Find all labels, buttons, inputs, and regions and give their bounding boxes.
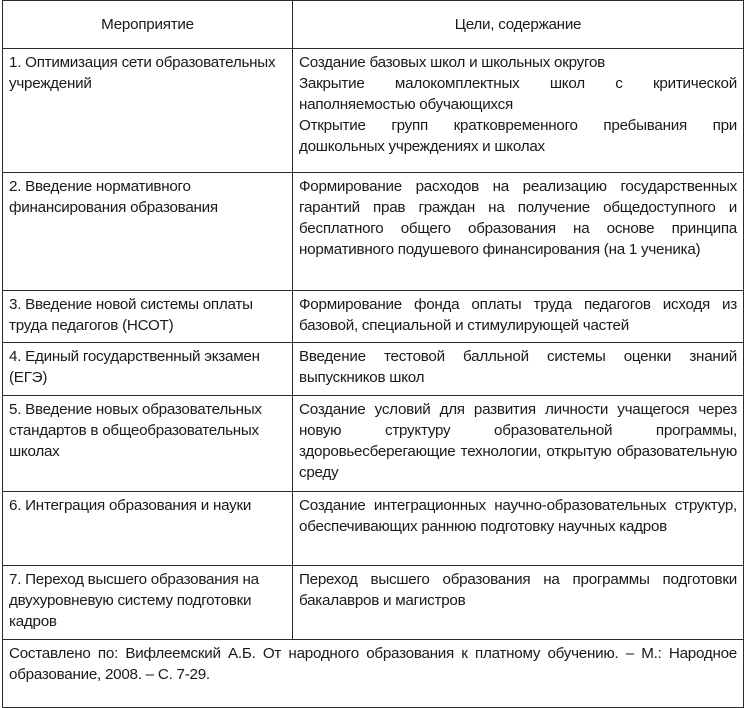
goals-cell bbox=[293, 396, 744, 492]
goals-cell bbox=[293, 291, 744, 343]
measure-cell: 6. Интеграция образования и науки bbox=[3, 492, 293, 566]
table-row bbox=[3, 49, 744, 173]
measures-table bbox=[2, 0, 744, 708]
goal-item: Открытие групп кратковременного пребывания при дошкольных учреждениях и школах bbox=[299, 117, 737, 155]
goal-item: Введение тестовой балльной системы оценки знаний выпускников школ bbox=[299, 348, 737, 386]
table-row bbox=[3, 396, 744, 492]
measure-cell: 3. Введение новой системы оплаты труда педагогов (НСОТ) bbox=[3, 291, 293, 343]
table-row bbox=[3, 492, 744, 566]
measure-cell: 7. Переход высшего образования на двухуровневую систему подготовки кадров bbox=[3, 566, 293, 640]
measure-cell: 5. Введение новых образовательных стандартов в общеобразовательных школах bbox=[3, 396, 293, 492]
table-row bbox=[3, 343, 744, 396]
goals-cell bbox=[293, 492, 744, 566]
table-row bbox=[3, 173, 744, 291]
source-row bbox=[3, 640, 744, 708]
goal-item: Создание условий для развития личности учащегося через новую структуру образовательной программы, здоровьесберегающие технологии, открытую образовательную среду bbox=[299, 401, 737, 481]
goal-item: Создание интеграционных научно-образовательных структур, обеспечивающих раннюю подготовку научных кадров bbox=[299, 497, 737, 535]
goals-cell bbox=[293, 343, 744, 396]
goal-item: Закрытие малокомплектных школ с критической наполняемостью обучающихся bbox=[299, 75, 737, 113]
measure-cell: 4. Единый государственный экзамен (ЕГЭ) bbox=[3, 343, 293, 396]
goal-item: Переход высшего образования на программы подготовки бакалавров и магистров bbox=[299, 571, 737, 609]
goal-item: Формирование расходов на реализацию государственных гарантий прав граждан на получение общедоступного и бесплатного общего образования на основе принципа нормативного подушевого финансирования (на 1 ученика) bbox=[299, 178, 737, 258]
table-row bbox=[3, 291, 744, 343]
table-row bbox=[3, 566, 744, 640]
measure-cell: 2. Введение нормативного финансирования образования bbox=[3, 173, 293, 291]
goal-item: Формирование фонда оплаты труда педагогов исходя из базовой, специальной и стимулирующей частей bbox=[299, 296, 737, 334]
source-note: Составлено по: Вифлеемский А.Б. От народного образования к платному обучению. – М.: Народное образование, 2008. – С. 7-29. bbox=[3, 640, 744, 708]
goal-item: Создание базовых школ и школьных округов bbox=[299, 54, 605, 71]
header-measure: Мероприятие bbox=[3, 1, 293, 49]
table-header-row bbox=[3, 1, 744, 49]
header-goals: Цели, содержание bbox=[293, 1, 744, 49]
goals-cell bbox=[293, 566, 744, 640]
goals-cell bbox=[293, 49, 744, 173]
measure-cell: 1. Оптимизация сети образовательных учреждений bbox=[3, 49, 293, 173]
goals-cell bbox=[293, 173, 744, 291]
